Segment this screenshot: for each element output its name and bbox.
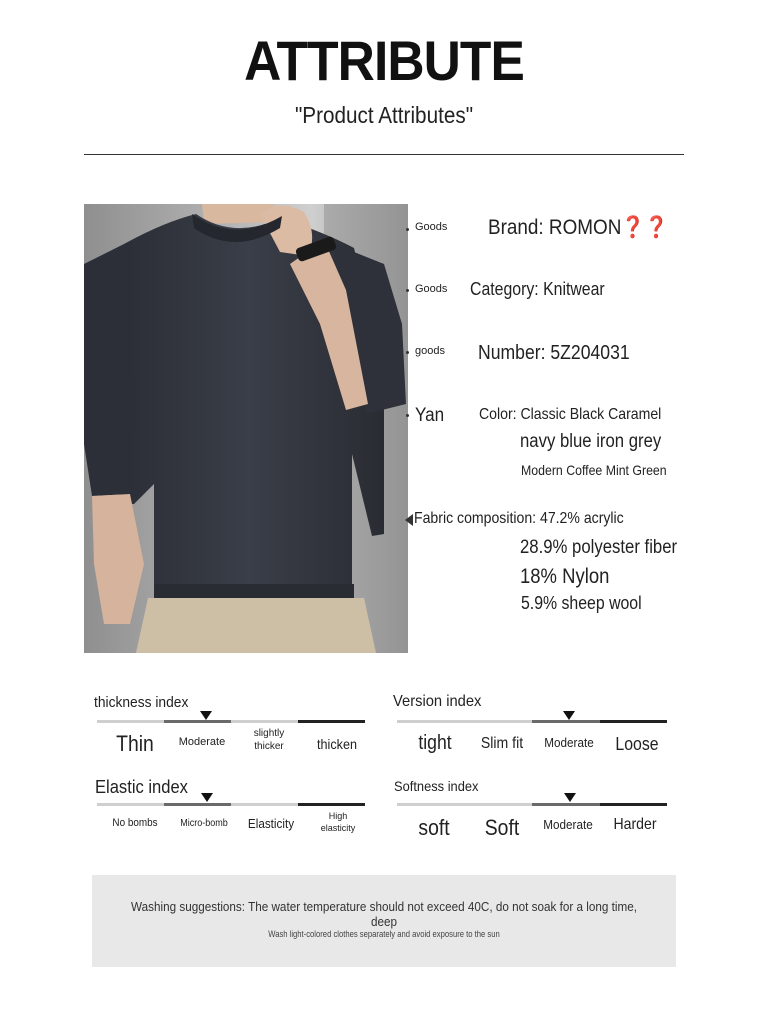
bullet-dot bbox=[406, 414, 409, 417]
header-divider bbox=[84, 154, 684, 155]
elastic-marker-icon bbox=[201, 793, 213, 802]
thickness-option: thicken bbox=[317, 736, 357, 752]
page-subtitle: "Product Attributes" bbox=[294, 102, 474, 128]
color-prefix: Yan bbox=[415, 405, 445, 426]
category-label: Category: Knitwear bbox=[470, 279, 605, 299]
thickness-option: slightly thicker bbox=[253, 728, 285, 752]
bullet-dot bbox=[406, 228, 409, 231]
fabric-line-2: 28.9% polyester fiber bbox=[520, 537, 678, 558]
number-label: Number: 5Z204031 bbox=[478, 342, 630, 364]
elastic-option: Micro-bomb bbox=[180, 818, 228, 829]
scale-segment bbox=[600, 803, 667, 806]
fabric-line-4: 5.9% sheep wool bbox=[521, 593, 642, 613]
elastic-index-title: Elastic index bbox=[95, 777, 188, 797]
brand-label: Brand: ROMON❓❓ bbox=[488, 216, 669, 239]
softness-option: soft bbox=[418, 815, 450, 840]
scale-segment bbox=[231, 803, 298, 806]
color-line-3: Modern Coffee Mint Green bbox=[521, 462, 667, 478]
brand-prefix: Goods bbox=[415, 221, 448, 233]
scale-segment bbox=[298, 720, 365, 723]
sweater-illustration bbox=[84, 204, 408, 653]
thickness-marker-icon bbox=[200, 711, 212, 720]
elastic-option: No bombs bbox=[112, 817, 158, 829]
thickness-index-title: thickness index bbox=[94, 694, 189, 711]
version-option: Loose bbox=[615, 734, 659, 754]
softness-option: Soft bbox=[484, 815, 520, 840]
bullet-dot bbox=[406, 351, 409, 354]
page-title: ATTRIBUTE bbox=[244, 29, 524, 92]
scale-segment bbox=[532, 803, 600, 806]
fabric-line-1: Fabric composition: 47.2% acrylic bbox=[414, 510, 624, 527]
version-index-title: Version index bbox=[393, 693, 482, 710]
softness-option: Harder bbox=[613, 816, 657, 833]
version-marker-icon bbox=[563, 711, 575, 720]
scale-segment bbox=[600, 720, 667, 723]
bullet-arrow-icon bbox=[405, 514, 413, 526]
category-prefix: Goods bbox=[415, 283, 448, 295]
washing-suggestions-box bbox=[92, 875, 676, 967]
softness-index-title: Softness index bbox=[394, 778, 479, 794]
version-scale bbox=[397, 720, 667, 723]
product-photo bbox=[84, 204, 408, 653]
scale-segment bbox=[164, 803, 231, 806]
thickness-option: Moderate bbox=[178, 736, 226, 748]
softness-marker-icon bbox=[564, 793, 576, 802]
elastic-option: Elasticity bbox=[247, 816, 295, 831]
scale-segment bbox=[164, 720, 231, 723]
scale-segment bbox=[97, 803, 164, 806]
softness-option: Moderate bbox=[543, 817, 593, 832]
washing-suggestion-main: Washing suggestions: The water temperature should not exceed 40C, do not soak for a long time, deep bbox=[131, 899, 637, 929]
color-line-1: Color: Classic Black Caramel bbox=[479, 406, 662, 423]
fabric-line-3: 18% Nylon bbox=[520, 565, 610, 588]
number-prefix: goods bbox=[415, 345, 445, 357]
scale-segment bbox=[464, 803, 532, 806]
scale-segment bbox=[532, 720, 600, 723]
bullet-dot bbox=[406, 289, 409, 292]
thickness-scale bbox=[97, 720, 365, 723]
color-line-2: navy blue iron grey bbox=[520, 431, 662, 452]
version-option: tight bbox=[418, 732, 452, 754]
elastic-scale bbox=[97, 803, 365, 806]
elastic-option: High elasticity bbox=[320, 811, 356, 833]
softness-scale bbox=[397, 803, 667, 806]
version-option: Slim fit bbox=[480, 735, 524, 752]
washing-suggestion-sub: Wash light-colored clothes separately and avoid exposure to the sun bbox=[268, 929, 500, 939]
thickness-option: Thin bbox=[116, 731, 154, 756]
version-option: Moderate bbox=[544, 735, 594, 750]
scale-segment bbox=[298, 803, 365, 806]
scale-segment bbox=[97, 720, 164, 723]
scale-segment bbox=[397, 720, 464, 723]
scale-segment bbox=[464, 720, 532, 723]
scale-segment bbox=[397, 803, 464, 806]
scale-segment bbox=[231, 720, 298, 723]
